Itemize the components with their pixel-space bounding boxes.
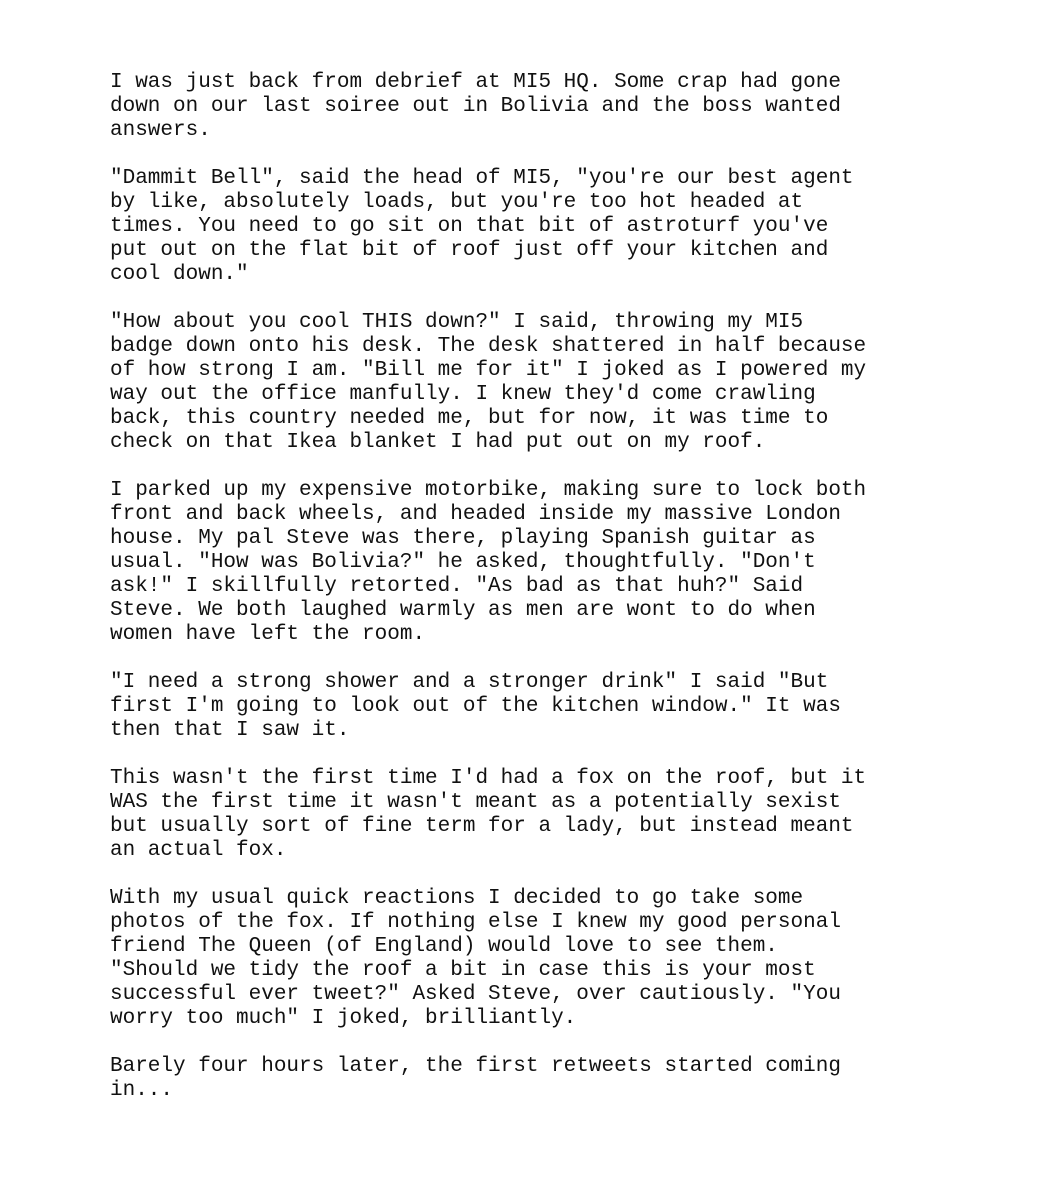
document-body [110, 71, 1010, 1127]
paragraph: "I need a strong shower and a stronger drink" I said "But first I'm going to look out of the kitchen window." It was then that I saw it. [110, 671, 841, 742]
paragraph: I was just back from debrief at MI5 HQ. Some crap had gone down on our last soiree out in Bolivia and the boss wanted answers. [110, 71, 841, 142]
paragraph: "Dammit Bell", said the head of MI5, "you're our best agent by like, absolutely loads, but you're too hot headed at times. You need to go sit on that bit of astroturf you've put out on the flat bit of roof just off your kitchen and cool down." [110, 167, 854, 286]
paragraph: Barely four hours later, the first retweets started coming in... [110, 1055, 841, 1102]
paragraph: With my usual quick reactions I decided to go take some photos of the fox. If nothing else I knew my good personal friend The Queen (of England) would love to see them. "Should we tidy the roof a bit in case this is your most successful ever tweet?" Asked Steve, over cautiously. "You worry too much" I joked, brilliantly. [110, 887, 841, 1030]
paragraph: "How about you cool THIS down?" I said, throwing my MI5 badge down onto his desk. The desk shattered in half because of how strong I am. "Bill me for it" I joked as I powered my way out the office manfully. I knew they'd come crawling back, this country needed me, but for now, it was time to check on that Ikea blanket I had put out on my roof. [110, 311, 867, 454]
paragraph: This wasn't the first time I'd had a fox on the roof, but it WAS the first time it wasn't meant as a potentially sexist but usually sort of fine term for a lady, but instead meant an actual fox. [110, 767, 867, 862]
paragraph: I parked up my expensive motorbike, making sure to lock both front and back wheels, and headed inside my massive London house. My pal Steve was there, playing Spanish guitar as usual. "How was Bolivia?" he asked, thoughtfully. "Don't ask!" I skillfully retorted. "As bad as that huh?" Said Steve. We both laughed warmly as men are wont to do when women have left the room. [110, 479, 867, 646]
